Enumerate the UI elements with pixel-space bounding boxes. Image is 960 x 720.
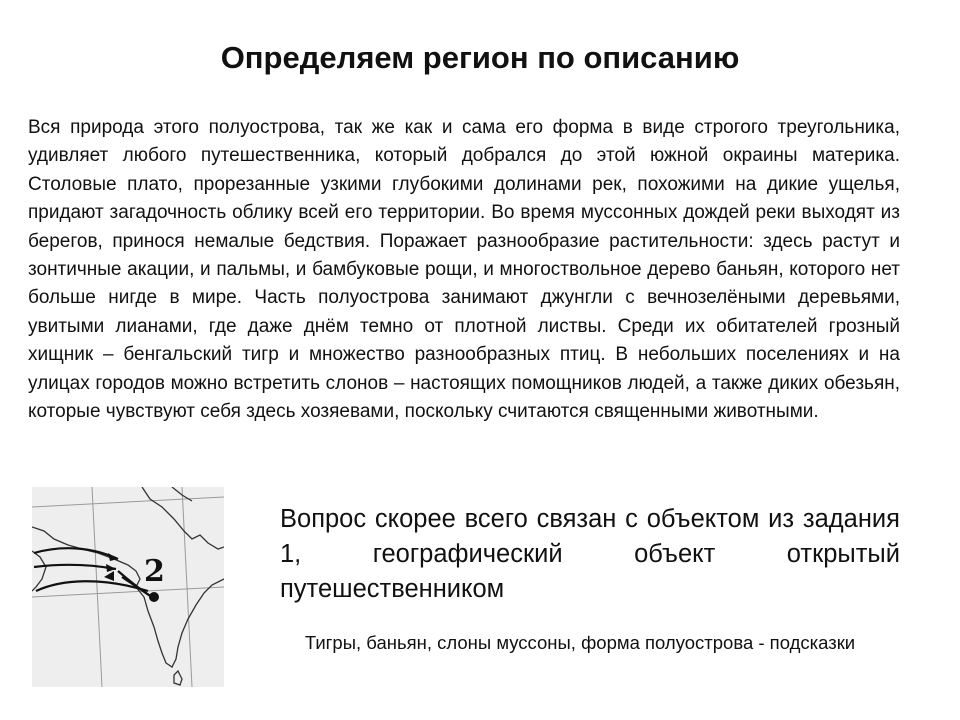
route-number-label: 2 — [144, 554, 165, 589]
route-map-image — [32, 487, 224, 687]
question-text: Вопрос скорее всего связан с объектом из задания 1, географический объект открытый путешественником — [280, 505, 900, 603]
peninsula-description: Вся природа этого полуострова, так же как и сама его форма в виде строгого треугольника, удивляет любого путешественника, который добрался до этой южной окраины материка. Столовые плато, прорезанные узкими глубокими долинами рек, похожими на дикие ущелья, придают загадочность облику всей его территории. Во время муссонных дождей реки выходят из берегов, принося немалые бедствия. Поражает разнообразие растительности: здесь растут и зонтичные акации, и пальмы, и бамбуковые рощи, и многоствольное дерево баньян, которого нет больше нигде в мире. Часть полуострова занимают джунгли с вечнозелёными деревьями, увитыми лианами, где даже днём темно от плотной листвы. Среди их обитателей грозный хищник – бенгальский тигр и множество разнообразных птиц. В небольших поселениях и на улицах городов можно встретить слонов – настоящих помощников людей, а также диких обезьян, которые чувствуют себя здесь хозяевами, поскольку считаются священными животными. — [28, 117, 900, 423]
india-map-illustration — [32, 487, 224, 687]
destination-marker — [149, 592, 159, 602]
slide-title: Определяем регион по описанию — [220, 40, 740, 75]
hints-text: Тигры, баньян, слоны муссоны, форма полуострова - подсказки — [304, 632, 856, 653]
